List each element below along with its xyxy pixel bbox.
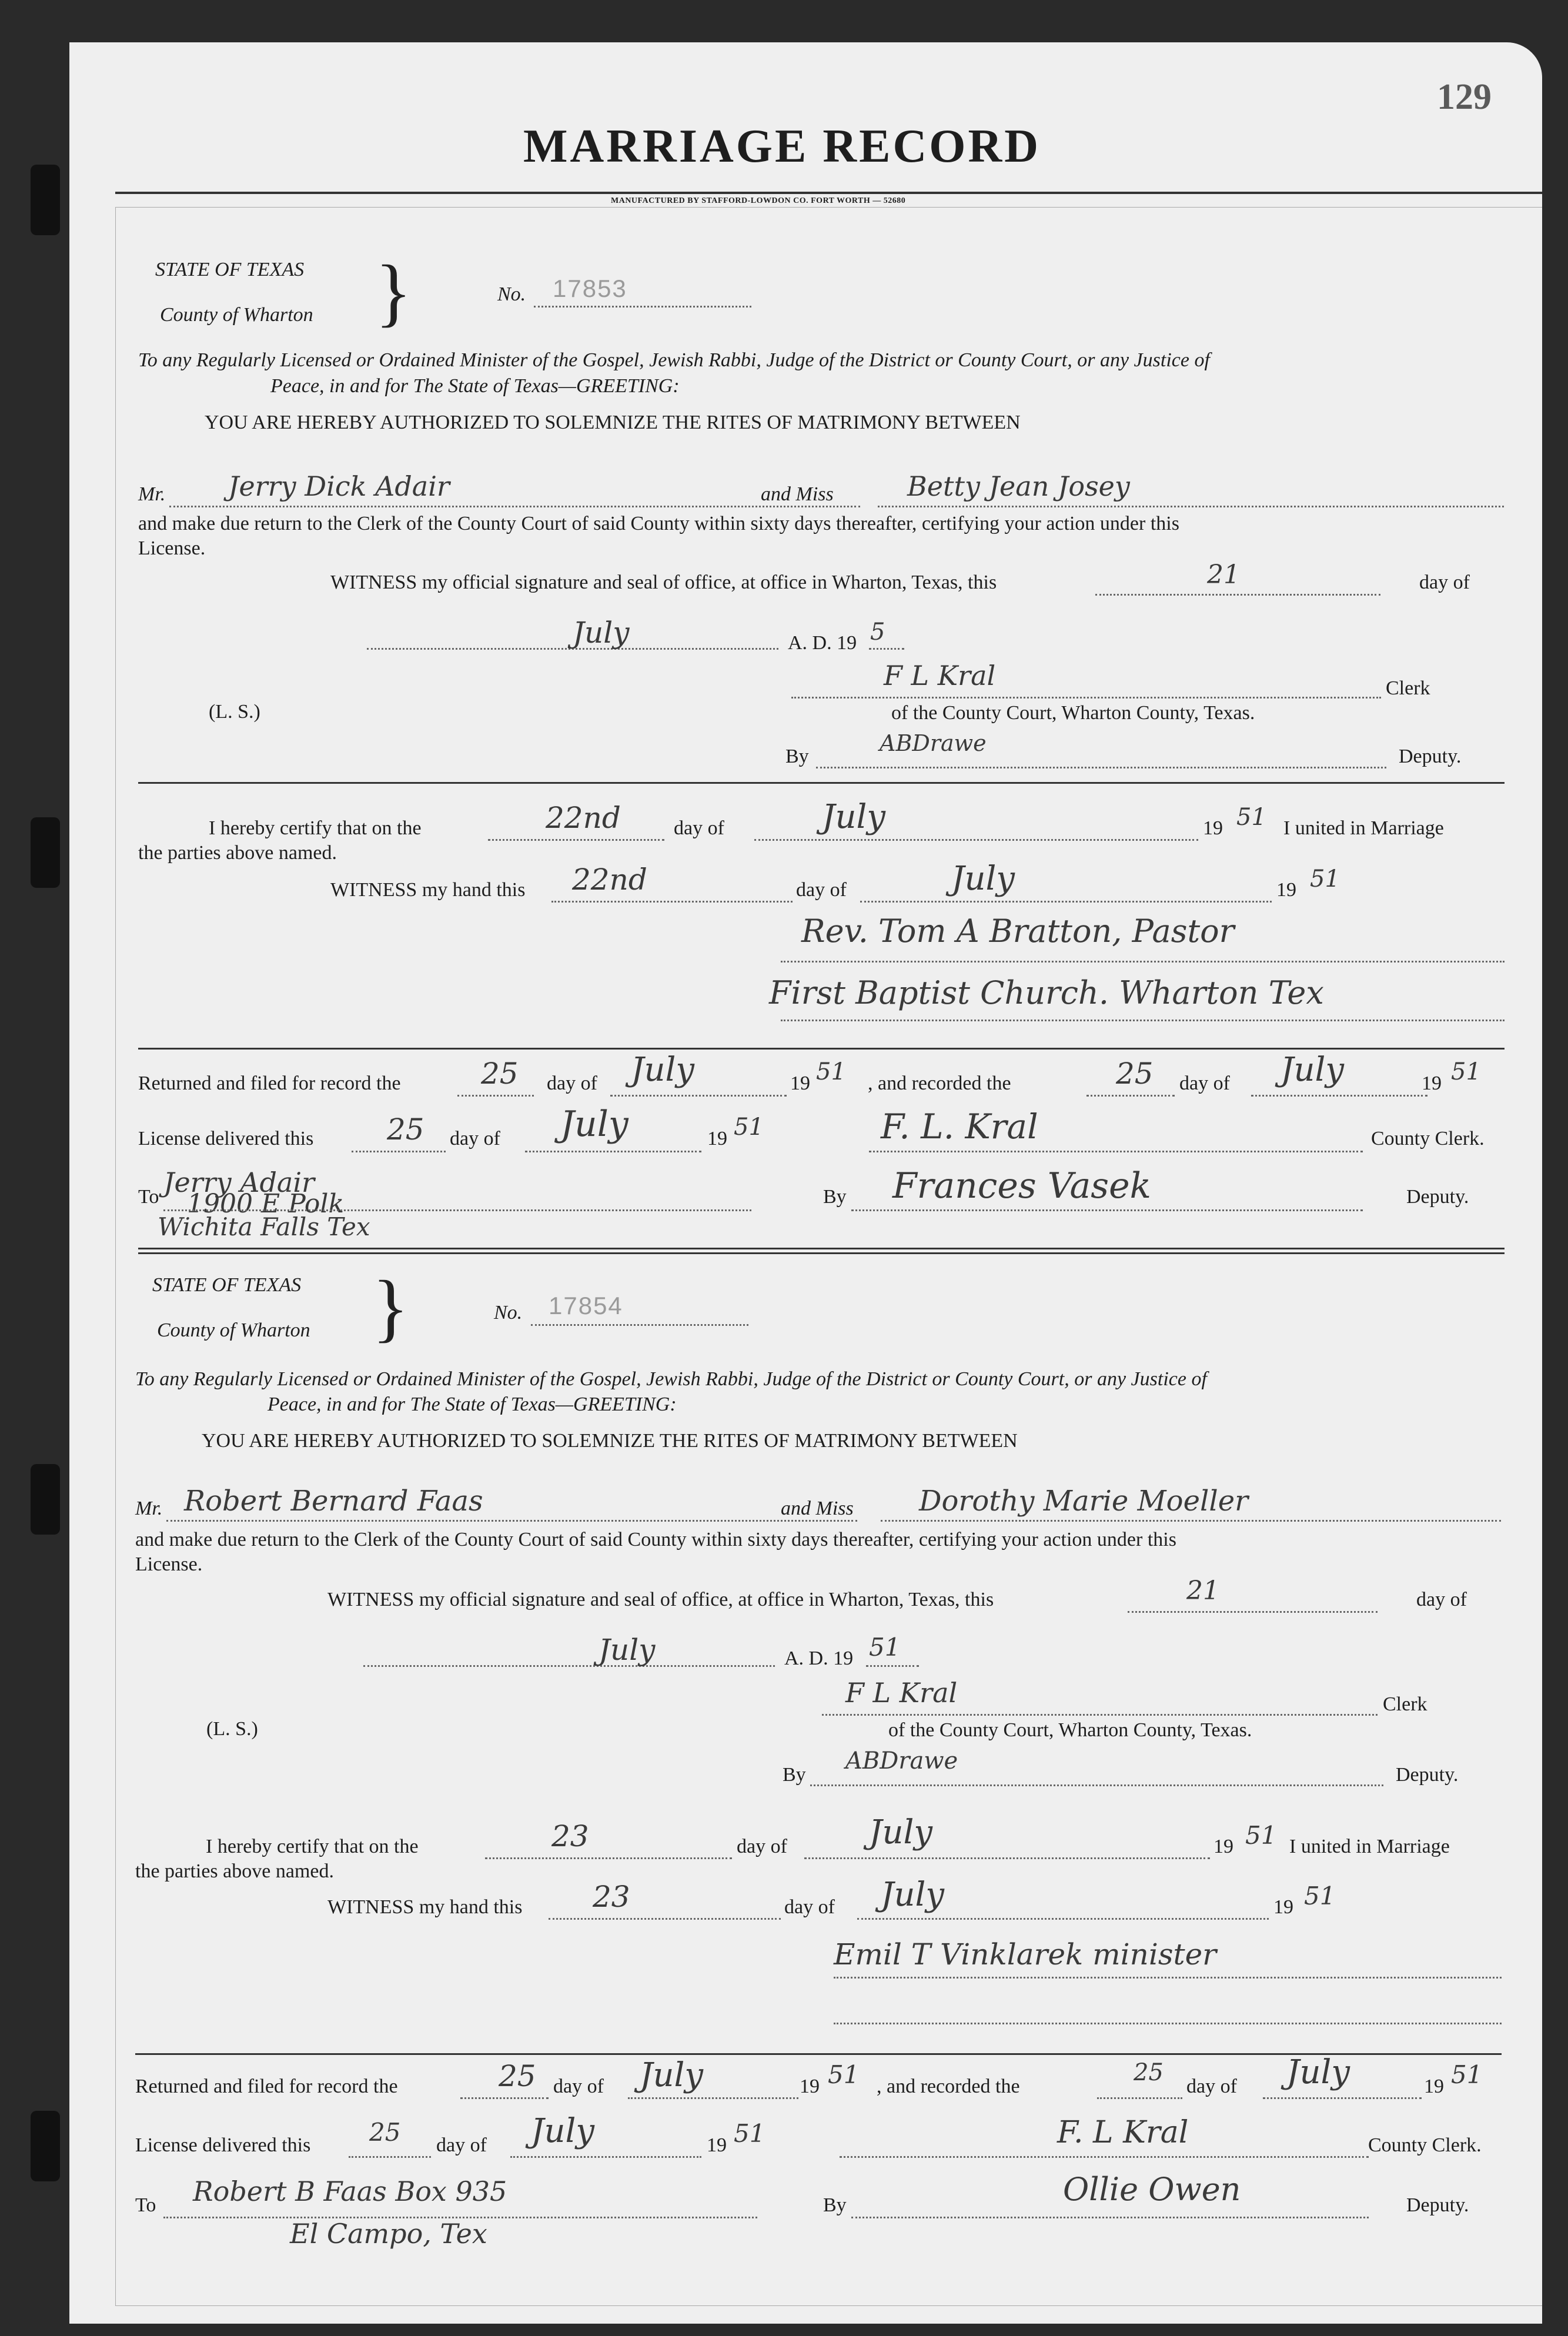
day-of-label: day of <box>796 879 847 901</box>
ledger-page <box>69 42 1542 2324</box>
delivered-label: License delivered this <box>138 1128 314 1149</box>
day-of-label: day of <box>450 1128 500 1149</box>
deputy-signature: Ollie Owen <box>1063 2171 1241 2208</box>
year-label: 19 <box>707 1128 727 1149</box>
year-label: 19 <box>800 2076 820 2097</box>
married-month: July <box>822 798 886 836</box>
record-divider <box>138 1248 1505 1249</box>
returned-label: Returned and filed for record the <box>138 1072 401 1094</box>
day-of-label: day of <box>1186 2076 1237 2097</box>
married-year: 51 <box>1236 804 1266 831</box>
issued-year: 5 <box>870 619 885 646</box>
section-rule <box>138 1048 1505 1050</box>
delivered-day: 25 <box>387 1112 424 1147</box>
delivered-year: 51 <box>734 2119 765 2148</box>
by-label: By <box>783 1764 806 1786</box>
license-number-label: No. <box>497 283 526 305</box>
section-rule <box>138 782 1505 784</box>
county-label: County of Wharton <box>160 304 313 326</box>
license-number: 17854 <box>549 1292 623 1319</box>
binder-tab <box>31 1464 60 1535</box>
year-label: 19 <box>707 2134 727 2156</box>
return-line: License. <box>135 1553 203 1575</box>
recorded-day: 25 <box>1134 2059 1164 2086</box>
recorded-month: July <box>1281 1051 1345 1089</box>
header-rule <box>115 192 1542 194</box>
returned-day: 25 <box>499 2059 536 2093</box>
returned-month: July <box>631 1051 695 1089</box>
returned-month: July <box>640 2056 704 2094</box>
married-day: 22nd <box>546 801 621 835</box>
clerk-label: Clerk <box>1386 677 1430 699</box>
day-of-label: day of <box>737 1836 787 1857</box>
year-label: 19 <box>1203 817 1223 839</box>
witness-official-line: WITNESS my official signature and seal of office, at office in Wharton, Texas, this <box>327 1589 994 1610</box>
groom-name: Robert Bernard Faas <box>184 1485 483 1518</box>
returned-day: 25 <box>481 1057 519 1091</box>
united-label: I united in Marriage <box>1283 817 1444 839</box>
brace: } <box>375 250 412 335</box>
bride-label: and Miss <box>781 1498 854 1519</box>
day-of-label: day of <box>547 1072 597 1094</box>
delivered-day: 25 <box>369 2118 401 2147</box>
state-label: STATE OF TEXAS <box>152 1274 302 1296</box>
day-of-label: day of <box>553 2076 604 2097</box>
groom-label: Mr. <box>135 1498 163 1519</box>
address-line: To any Regularly Licensed or Ordained Minister of the Gospel, Jewish Rabbi, Judge of the District or County Court, or any Justice of <box>135 1368 1207 1390</box>
day-of-label: day of <box>674 817 724 839</box>
deputy-label: Deputy. <box>1396 1764 1459 1786</box>
page-title: MARRIAGE RECORD <box>523 121 1041 172</box>
address-line: Peace, in and for The State of Texas—GREETING: <box>268 1393 677 1415</box>
year-label: 19 <box>1276 879 1296 901</box>
to-label: To <box>138 1186 159 1208</box>
deputy-signature: ABDrawe <box>880 730 987 756</box>
year-label: 19 <box>790 1072 810 1094</box>
certify-line: I hereby certify that on the <box>209 817 422 839</box>
county-clerk-label: County Clerk. <box>1368 2134 1482 2156</box>
return-line: and make due return to the Clerk of the County Court of said County within sixty days thereafter, certifying your action under this <box>138 513 1179 534</box>
address-line: Peace, in and for The State of Texas—GREETING: <box>270 375 680 397</box>
witness-day: 22nd <box>572 863 647 897</box>
officiant-signature: Emil T Vinklarek minister <box>834 1937 1217 1971</box>
license-number: 17853 <box>553 275 627 302</box>
delivered-month: July <box>531 2112 595 2150</box>
brace: } <box>372 1265 409 1350</box>
binder-tab <box>31 817 60 888</box>
recorded-month: July <box>1286 2053 1350 2091</box>
witness-day: 23 <box>593 1880 630 1914</box>
delivered-month: July <box>560 1104 628 1145</box>
married-year: 51 <box>1245 1821 1277 1850</box>
return-line: and make due return to the Clerk of the County Court of said County within sixty days thereafter, certifying your action under this <box>135 1529 1176 1550</box>
witness-hand-label: WITNESS my hand this <box>327 1896 523 1918</box>
returned-year: 51 <box>828 2060 860 2089</box>
delivered-to-city: El Campo, Tex <box>290 2218 487 2250</box>
county-clerk-label: County Clerk. <box>1371 1128 1485 1149</box>
return-line: License. <box>138 537 206 559</box>
county-label: County of Wharton <box>157 1319 310 1341</box>
ls-label: (L. S.) <box>206 1718 258 1740</box>
witness-year: 51 <box>1310 865 1340 893</box>
deputy-label: Deputy. <box>1406 1186 1469 1208</box>
recorded-year: 51 <box>1451 2060 1483 2089</box>
groom-name: Jerry Dick Adair <box>228 470 450 502</box>
county-court-label: of the County Court, Wharton County, Texas. <box>888 1719 1252 1741</box>
recorded-label: , and recorded the <box>877 2076 1020 2097</box>
returned-label: Returned and filed for record the <box>135 2076 398 2097</box>
certify-line: I hereby certify that on the <box>206 1836 419 1857</box>
page-number: 129 <box>1437 77 1492 117</box>
clerk-label: Clerk <box>1383 1693 1427 1715</box>
county-clerk-signature: F. L. Kral <box>881 1107 1038 1147</box>
united-label: I united in Marriage <box>1289 1836 1450 1857</box>
witness-month: July <box>951 860 1015 898</box>
witness-month: July <box>881 1876 945 1914</box>
authorization-line: YOU ARE HEREBY AUTHORIZED TO SOLEMNIZE THE RITES OF MATRIMONY BETWEEN <box>202 1430 1018 1452</box>
day-of-label: day of <box>436 2134 487 2156</box>
deputy-label: Deputy. <box>1399 746 1462 767</box>
year-label: 19 <box>1424 2076 1444 2097</box>
state-label: STATE OF TEXAS <box>155 259 305 280</box>
license-number-label: No. <box>494 1302 523 1324</box>
clerk-signature: F L Kral <box>884 660 996 691</box>
year-label: 19 <box>1273 1896 1293 1918</box>
binder-tab <box>31 165 60 235</box>
deputy-signature: Frances Vasek <box>892 1165 1151 1207</box>
authorization-line: YOU ARE HEREBY AUTHORIZED TO SOLEMNIZE THE RITES OF MATRIMONY BETWEEN <box>205 412 1021 433</box>
county-clerk-signature: F. L Kral <box>1057 2115 1189 2150</box>
recorded-day: 25 <box>1116 1057 1154 1091</box>
parties-named-label: the parties above named. <box>135 1860 334 1882</box>
ls-label: (L. S.) <box>209 701 260 723</box>
delivered-label: License delivered this <box>135 2134 311 2156</box>
issued-year: 51 <box>869 1633 901 1662</box>
delivered-to-city: Wichita Falls Tex <box>158 1212 370 1241</box>
married-month: July <box>869 1813 933 1852</box>
record-divider <box>138 1252 1505 1254</box>
clerk-signature: F L Kral <box>845 1677 958 1709</box>
witness-hand-label: WITNESS my hand this <box>330 879 526 901</box>
delivered-to-address: 1900 E Polk <box>187 1189 345 1219</box>
issued-month: July <box>599 1633 656 1667</box>
by-label: By <box>823 1186 847 1208</box>
by-label: By <box>785 746 809 767</box>
returned-year: 51 <box>816 1058 846 1085</box>
recorded-year: 51 <box>1451 1058 1481 1085</box>
ad-label: A. D. 19 <box>788 632 857 654</box>
day-of-label: day of <box>1179 1072 1230 1094</box>
witness-year: 51 <box>1304 1882 1336 1910</box>
bride-label: and Miss <box>761 483 834 505</box>
year-label: 19 <box>1422 1072 1442 1094</box>
issued-day: 21 <box>1207 560 1240 590</box>
deputy-label: Deputy. <box>1406 2194 1469 2216</box>
issued-day: 21 <box>1186 1576 1219 1606</box>
day-of-label: day of <box>784 1896 835 1918</box>
groom-label: Mr. <box>138 483 166 505</box>
witness-official-line: WITNESS my official signature and seal of office, at office in Wharton, Texas, this <box>330 572 997 593</box>
delivered-to-name: Robert B Faas Box 935 <box>193 2175 507 2207</box>
recorded-label: , and recorded the <box>868 1072 1011 1094</box>
manufacturer-line: MANUFACTURED BY STAFFORD-LOWDON CO. FORT WORTH — 52680 <box>611 196 906 205</box>
year-label: 19 <box>1213 1836 1233 1857</box>
to-label: To <box>135 2194 156 2216</box>
binder-tab <box>31 2111 60 2181</box>
day-of-label: day of <box>1416 1589 1467 1610</box>
officiant-signature: Rev. Tom A Bratton, Pastor <box>801 913 1235 950</box>
delivered-year: 51 <box>734 1114 764 1141</box>
issued-month: July <box>573 616 630 650</box>
officiant-church: First Baptist Church. Wharton Tex <box>769 974 1324 1011</box>
county-court-label: of the County Court, Wharton County, Texas. <box>891 702 1255 724</box>
bride-name: Betty Jean Josey <box>907 470 1130 502</box>
bride-name: Dorothy Marie Moeller <box>919 1485 1249 1518</box>
married-day: 23 <box>551 1819 589 1853</box>
by-label: By <box>823 2194 847 2216</box>
ad-label: A. D. 19 <box>784 1647 854 1669</box>
day-of-label: day of <box>1419 572 1470 593</box>
delivered-to-name: Jerry Adair <box>163 1167 315 1198</box>
deputy-signature: ABDrawe <box>845 1747 958 1774</box>
parties-named-label: the parties above named. <box>138 842 337 864</box>
address-line: To any Regularly Licensed or Ordained Minister of the Gospel, Jewish Rabbi, Judge of the District or County Court, or any Justice of <box>138 349 1210 371</box>
